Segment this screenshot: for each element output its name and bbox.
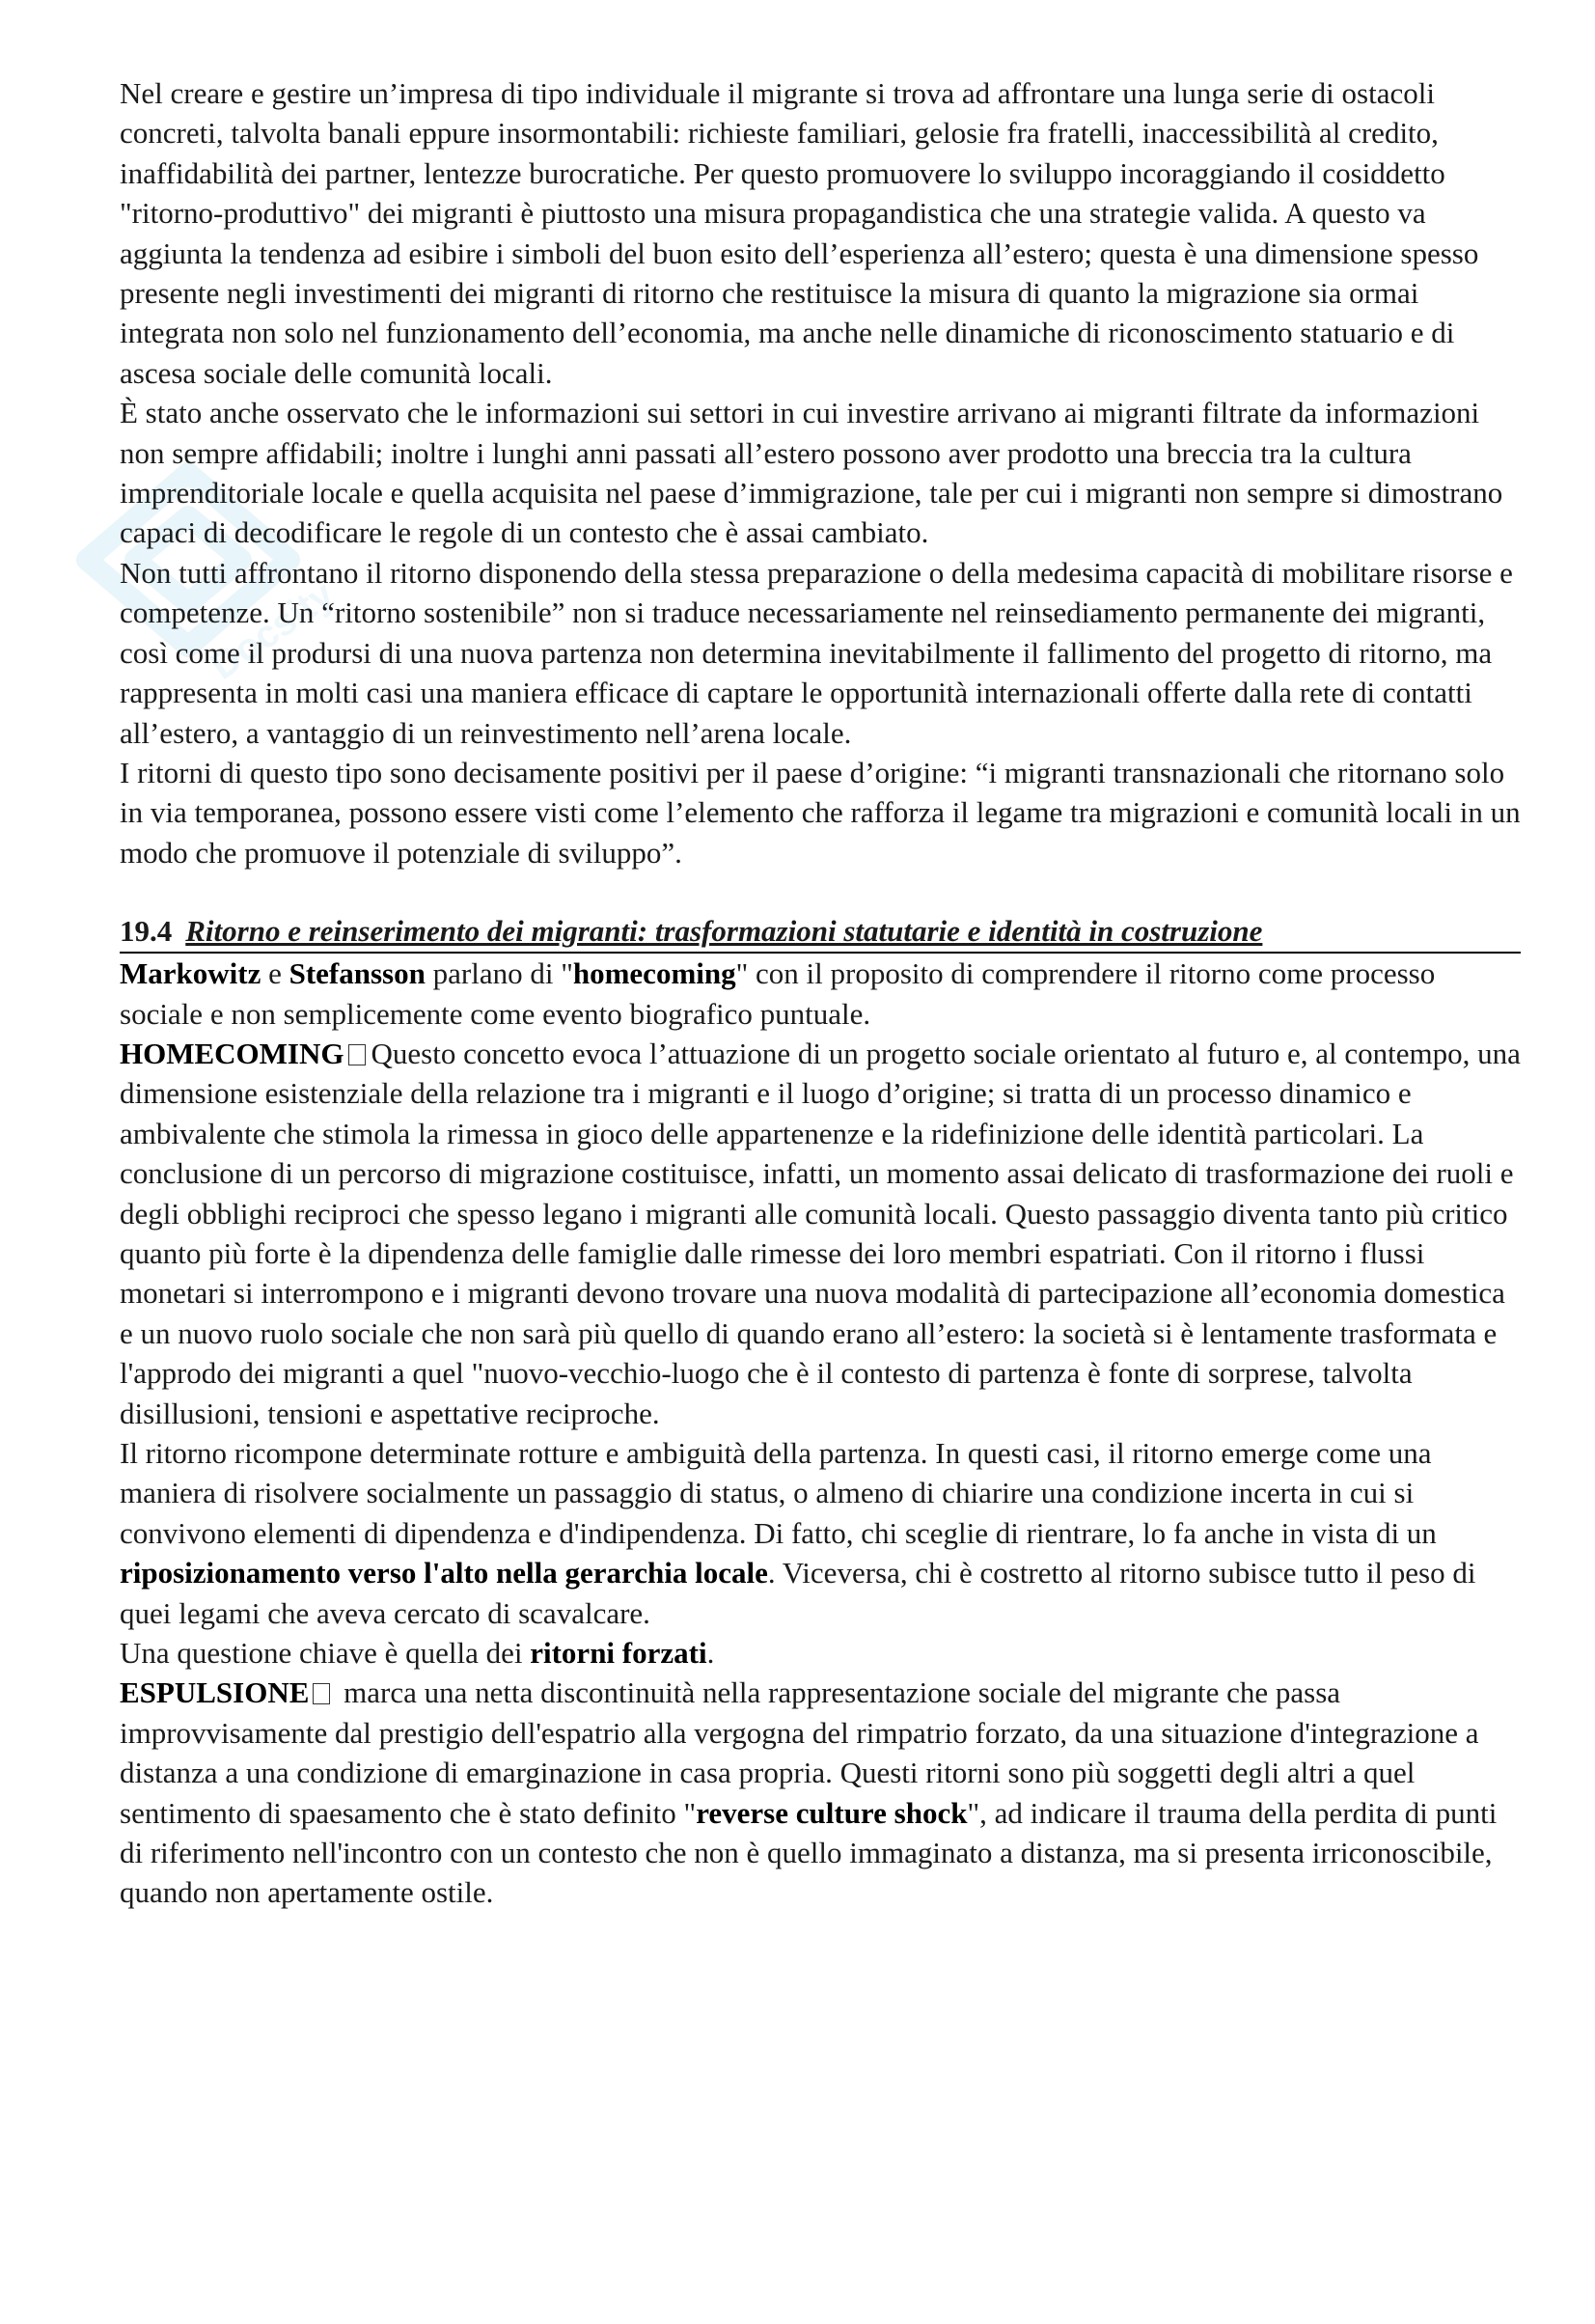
reverse-culture-shock-bold: reverse culture shock [696, 1795, 968, 1830]
ritorni-forzati-bold: ritorni forzati [530, 1636, 707, 1671]
paragraph-questione [120, 1633, 1521, 1673]
ritorno-rest: . Viceversa, chi è costretto al ritorno subisce tutto il peso di quei legami che aveva cercato di scavalcare. [120, 1556, 1476, 1630]
arrow-icon [313, 1683, 330, 1704]
espulsione-term: ESPULSIONE [120, 1675, 310, 1710]
espulsione-rest: ", ad indicare il trauma della perdita di punti di riferimento nell'incontro con un contesto che non è quello immaginato a distanza, ma si presenta irriconoscibile, quando non apertamente ostile. [120, 1795, 1498, 1910]
paragraph-markowitz [120, 954, 1521, 1034]
paragraph-homecoming [120, 1034, 1521, 1433]
paragraph-ricomposizione [120, 1433, 1521, 1633]
author-stefansson: Stefansson [289, 956, 426, 991]
section-title: Ritorno e reinserimento dei migranti: trasformazioni statutarie e identità in costruzione [185, 914, 1263, 949]
espulsione-text: marca una netta discontinuità nella rappresentazione sociale del migrante che passa improvvisamente dal prestigio dell'espatrio alla vergogna del rimpatrio forzato, da una situazione d'integrazione a distanza a una condizione di emarginazione in casa propria. Questi ritorni sono più soggetti degli altri a quel sentimento di spaesamento che è stato definito " [120, 1675, 1479, 1830]
paragraph-investimenti: Nel creare e gestire un’impresa di tipo individuale il migrante si trova ad affrontare una lunga serie di ostacoli concreti, talvolta banali eppure insormontabili: richieste familiari, gelosie fra fratelli, inaccessibilità al credito, inaffidabilità dei partner, lentezze burocratiche. Per questo promuovere lo sviluppo incoraggiando il cosiddetto "ritorno-produttivo" dei migranti è piuttosto una misura propagandistica che una strategie valida. A questo va aggiunta la tendenza ad esibire i simboli del buon esito dell’esperienza all’estero; questa è una dimensione spesso presente negli investimenti dei migranti di ritorno che restituisce la misura di quanto la migrazione sia ormai integrata non solo nel funzionamento dell’economia, ma anche nelle dinamiche di riconoscimento statuario e di ascesa sociale delle comunità locali. [120, 76, 1479, 390]
markowitz-rest: " con il proposito di comprendere il ritorno come processo sociale e non semplicemente come evento biografico puntuale. [120, 956, 1436, 1031]
arrow-icon [348, 1044, 366, 1065]
questione-text: Una questione chiave è quella dei [120, 1636, 531, 1671]
author-markowitz: Markowitz [120, 956, 261, 991]
watermark-text: Docsity [203, 572, 343, 688]
section-number: 19.4 [120, 914, 173, 949]
markowitz-mid: parlano di " [425, 956, 573, 991]
section-heading [120, 911, 1521, 954]
ritorno-text: Il ritorno ricompone determinate rotture e ambiguità della partenza. In questi casi, il ritorno emerge come una maniera di risolvere socialmente un passaggio di status, o almeno di chiarire una condizione incerta in cui si convivono elementi di dipendenza e d'indipendenza. Di fatto, chi sceglie di rientrare, lo fa anche in vista di un [120, 1436, 1437, 1550]
homecoming-text: Questo concetto evoca l’attuazione di un progetto sociale orientato al futuro e, al contempo, una dimensione esistenziale della relazione tra i migranti e il luogo d’origine; si tratta di un processo dinamico e ambivalente che stimola la rimessa in gioco delle appartenenze e la ridefinizione delle identità particolari. La conclusione di un percorso di migrazione costituisce, infatti, un momento assai delicato di trasformazione dei ruoli e degli obblighi reciproci che spesso legano i migranti alle comunità locali. Questo passaggio diventa tanto più critico quanto più forte è la dipendenza delle famiglie dalle rimesse dei loro membri espatriati. Con il ritorno i flussi monetari si interrompono e i migranti devono trovare una nuova modalità di partecipazione all’economia domestica e un nuovo ruolo sociale che non sarà più quello di quando erano all’estero: la società si è lentamente trasformata e l'approdo dei migranti a quel "nuovo-vecchio-luogo che è il contesto di partenza è fonte di sorprese, talvolta disillusioni, tensioni e aspettative reciproche. [120, 1036, 1521, 1430]
homecoming-term: HOMECOMING [120, 1036, 344, 1070]
paragraph-espulsione [120, 1673, 1521, 1912]
paragraph-ritorni-positivi: I ritorni di questo tipo sono decisamente positivi per il paese d’origine: “i migranti transnazionali che ritornano solo in via temporanea, possono essere visti come l’elemento che rafforza il legame tra migrazioni e comunità locali in un modo che promuove il potenziale di sviluppo”. [120, 755, 1521, 870]
paragraph-informazioni: È stato anche osservato che le informazioni sui settori in cui investire arrivano ai migranti filtrate da informazioni non sempre affidabili; inoltre i lunghi anni passati all’estero possono aver prodotto una breccia tra la cultura imprenditoriale locale e quella acquisita nel paese d’immigrazione, tale per cui i migranti non sempre si dimostrano capaci di decodificare le regole di un contesto che è assai cambiato. [120, 396, 1503, 550]
questione-rest: . [706, 1636, 715, 1671]
document-page [120, 73, 1521, 1913]
paragraph-ritorno-sostenibile: Non tutti affrontano il ritorno disponendo della stessa preparazione o della medesima capacità di mobilitare risorse e competenze. Un “ritorno sostenibile” non si traduce necessariamente nel reinsediamento permanente dei migranti, così come il prodursi di una nuova partenza non determina inevitabilmente il fallimento del progetto di ritorno, ma rappresenta in molti casi una maniera efficace di captare le opportunità internazionali offerte dalla rete di contatti all’estero, a vantaggio di un reinvestimento nell’arena locale. [120, 555, 1513, 750]
term-homecoming: homecoming [572, 956, 736, 991]
riposizionamento-bold: riposizionamento verso l'alto nella gerarchia locale [120, 1556, 768, 1591]
conjunction: e [261, 956, 289, 991]
